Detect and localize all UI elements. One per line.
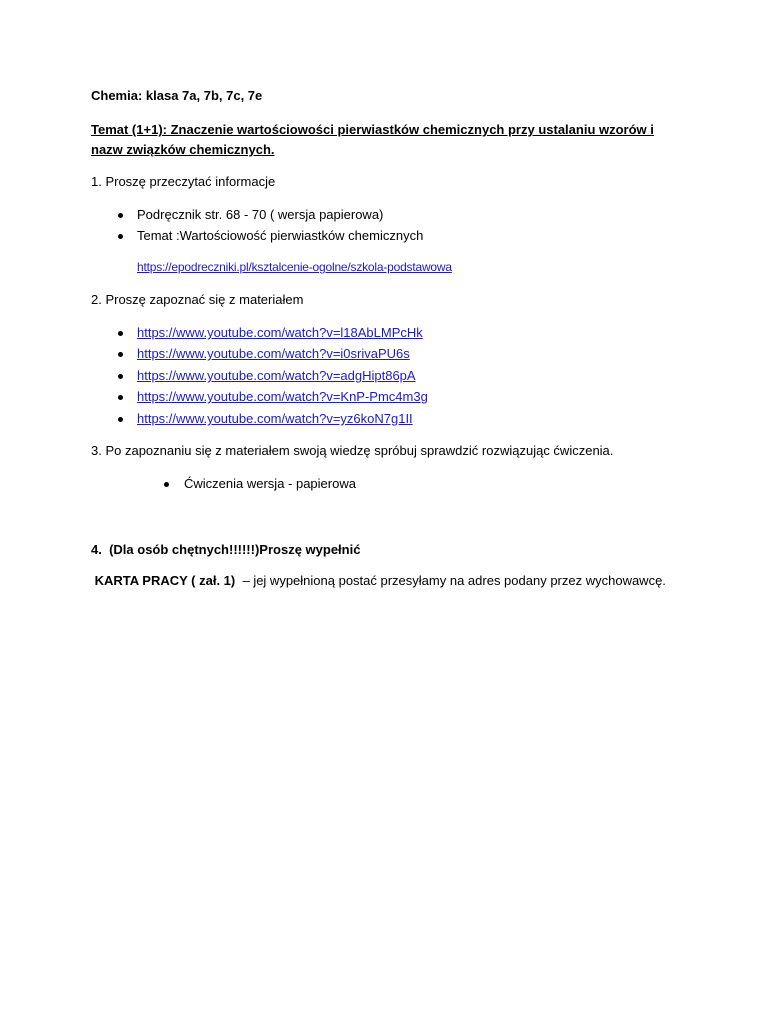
bullet-icon bbox=[118, 213, 123, 218]
step-3-instruction: 3. Po zapoznaniu się z materiałem swoją wiedzę spróbuj sprawdzić rozwiązując ćwiczenia. bbox=[91, 443, 614, 458]
bullet-icon bbox=[118, 395, 123, 400]
youtube-link-2[interactable]: https://www.youtube.com/watch?v=i0srivaPU6s bbox=[137, 346, 410, 361]
step-4-number: 4. bbox=[91, 542, 102, 557]
bullet-icon bbox=[118, 417, 123, 422]
step-4-instruction bbox=[91, 541, 360, 558]
topic-line-1: Temat (1+1): Znaczenie wartościowości pierwiastków chemicznych przy ustalaniu wzorów i bbox=[91, 122, 654, 137]
bullet-icon bbox=[118, 234, 123, 239]
list-item: Temat :Wartościowość pierwiastków chemicznych bbox=[137, 228, 424, 243]
karta-pracy-paragraph bbox=[91, 570, 691, 591]
youtube-link-1[interactable]: https://www.youtube.com/watch?v=l18AbLMPcHk bbox=[137, 325, 423, 340]
bullet-icon bbox=[118, 352, 123, 357]
karta-pracy-text: – jej wypełnioną postać przesyłamy na adres podany przez wychowawcę. bbox=[238, 573, 666, 588]
youtube-link-3[interactable]: https://www.youtube.com/watch?v=adgHipt86pA bbox=[137, 368, 416, 383]
step-2-instruction: 2. Proszę zapoznać się z materiałem bbox=[91, 292, 304, 307]
karta-pracy-label: KARTA PRACY ( zał. 1) bbox=[94, 573, 236, 588]
bullet-icon bbox=[118, 374, 123, 379]
list-item: Ćwiczenia wersja - papierowa bbox=[184, 476, 356, 491]
youtube-link-4[interactable]: https://www.youtube.com/watch?v=KnP-Pmc4m3g bbox=[137, 389, 428, 404]
topic-line-2: nazw związków chemicznych. bbox=[91, 142, 275, 157]
epodreczniki-link[interactable]: https://epodreczniki.pl/ksztalcenie-ogolne/szkola-podstawowa bbox=[137, 260, 452, 274]
list-item: Podręcznik str. 68 - 70 ( wersja papierowa) bbox=[137, 207, 384, 222]
class-heading: Chemia: klasa 7a, 7b, 7c, 7e bbox=[91, 88, 263, 103]
step-4-text: (Dla osób chętnych!!!!!!)Proszę wypełnić bbox=[109, 542, 361, 557]
bullet-icon bbox=[118, 331, 123, 336]
bullet-icon bbox=[164, 482, 169, 487]
youtube-link-5[interactable]: https://www.youtube.com/watch?v=yz6koN7g1II bbox=[137, 411, 413, 426]
step-1-instruction: 1. Proszę przeczytać informacje bbox=[91, 174, 276, 189]
